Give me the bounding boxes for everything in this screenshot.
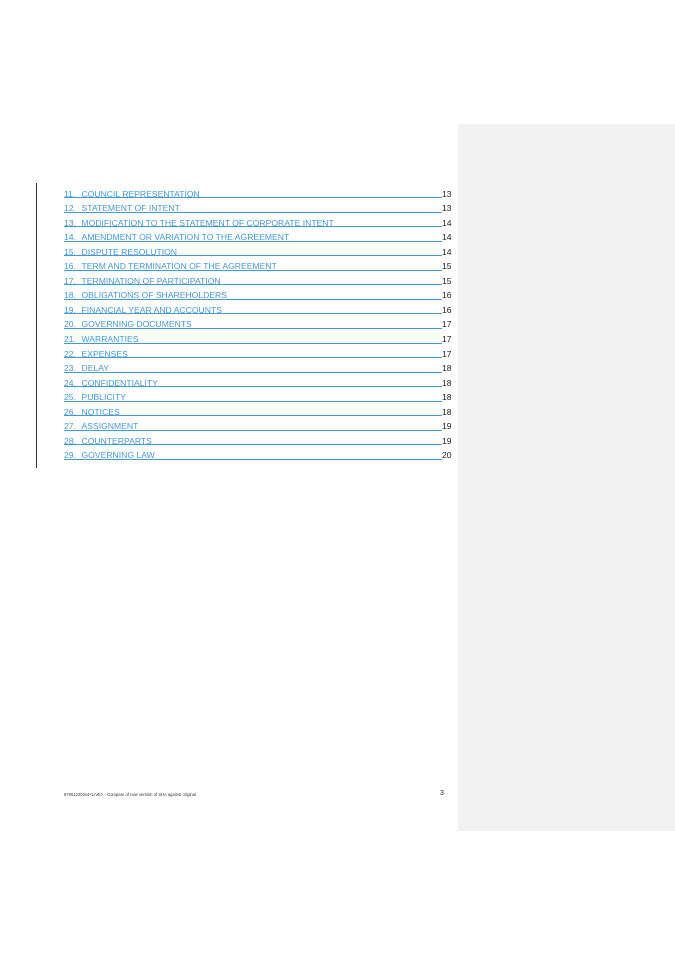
toc-entry-number[interactable]: 22. — [64, 348, 76, 359]
toc-entry-title[interactable]: ASSIGNMENT — [81, 421, 139, 432]
toc-entry-page[interactable]: 17 — [442, 334, 452, 345]
toc-entry-title[interactable]: EXPENSES — [81, 348, 128, 359]
toc-entry[interactable] — [64, 257, 456, 272]
table-of-contents — [64, 184, 456, 460]
toc-entry-page[interactable]: 18 — [442, 377, 452, 388]
toc-entry[interactable] — [64, 402, 456, 417]
toc-entry[interactable] — [64, 388, 456, 403]
toc-entry-page[interactable]: 13 — [442, 203, 452, 214]
toc-entry-number[interactable]: 18. — [64, 290, 76, 301]
comment-pane — [458, 124, 675, 831]
toc-entry-page[interactable]: 15 — [442, 261, 452, 272]
toc-entry-number[interactable]: 25. — [64, 392, 76, 403]
toc-entry-title[interactable]: AMENDMENT OR VARIATION TO THE AGREEMENT — [81, 232, 290, 243]
toc-entry-page[interactable]: 19 — [442, 435, 452, 446]
change-bar — [36, 183, 37, 468]
toc-entry-number[interactable]: 17. — [64, 275, 76, 286]
toc-entry-title[interactable]: COUNTERPARTS — [81, 435, 152, 446]
toc-entry-number[interactable]: 21. — [64, 334, 76, 345]
toc-entry-page[interactable]: 13 — [442, 188, 452, 199]
toc-entry[interactable] — [64, 431, 456, 446]
toc-entry[interactable] — [64, 242, 456, 257]
toc-entry-number[interactable]: 29. — [64, 450, 76, 461]
toc-entry-title[interactable]: CONFIDENTIALITY — [81, 377, 158, 388]
toc-entry-page[interactable]: 14 — [442, 232, 452, 243]
toc-entry-title[interactable]: TERM AND TERMINATION OF THE AGREEMENT — [81, 261, 277, 272]
toc-entry[interactable] — [64, 344, 456, 359]
toc-entry[interactable] — [64, 271, 456, 286]
toc-entry-title[interactable]: PUBLICITY — [81, 392, 126, 403]
toc-entry[interactable] — [64, 228, 456, 243]
toc-entry-page[interactable]: 14 — [442, 217, 452, 228]
toc-entry-page[interactable]: 19 — [442, 421, 452, 432]
toc-entry[interactable] — [64, 286, 456, 301]
toc-entry[interactable] — [64, 359, 456, 374]
toc-entry[interactable] — [64, 315, 456, 330]
toc-entry-number[interactable]: 27. — [64, 421, 76, 432]
toc-entry-number[interactable]: 16. — [64, 261, 76, 272]
toc-entry[interactable] — [64, 184, 456, 199]
toc-entry-number[interactable]: 23. — [64, 363, 76, 374]
toc-entry-title[interactable]: DELAY — [81, 363, 110, 374]
toc-entry-number[interactable]: 26. — [64, 406, 76, 417]
toc-entry-number[interactable]: 14. — [64, 232, 76, 243]
toc-entry-number[interactable]: 28. — [64, 435, 76, 446]
toc-entry-number[interactable]: 19. — [64, 304, 76, 315]
toc-entry-number[interactable]: 12. — [64, 203, 76, 214]
toc-entry-page[interactable]: 17 — [442, 319, 452, 330]
toc-entry-page[interactable]: 18 — [442, 406, 452, 417]
toc-entry-title[interactable]: NOTICES — [81, 406, 120, 417]
toc-entry[interactable] — [64, 446, 456, 461]
toc-entry-title[interactable]: STATEMENT OF INTENT — [81, 203, 180, 214]
toc-entry-page[interactable]: 20 — [442, 450, 452, 461]
toc-entry-title[interactable]: FINANCIAL YEAR AND ACCOUNTS — [81, 304, 222, 315]
toc-entry-number[interactable]: 13. — [64, 217, 76, 228]
toc-entry[interactable] — [64, 373, 456, 388]
toc-leader-line — [64, 459, 442, 460]
toc-entry-title[interactable]: COUNCIL REPRESENTATION — [81, 188, 200, 199]
toc-entry[interactable] — [64, 417, 456, 432]
toc-entry-page[interactable]: 15 — [442, 275, 452, 286]
toc-entry[interactable] — [64, 199, 456, 214]
toc-entry-title[interactable]: OBLIGATIONS OF SHAREHOLDERS — [81, 290, 227, 301]
toc-entry-page[interactable]: 16 — [442, 290, 452, 301]
toc-entry-page[interactable]: 16 — [442, 304, 452, 315]
toc-entry-page[interactable]: 18 — [442, 392, 452, 403]
toc-entry-page[interactable]: 14 — [442, 246, 452, 257]
toc-entry-title[interactable]: MODIFICATION TO THE STATEMENT OF CORPORATE INTENT — [81, 217, 334, 228]
toc-entry-title[interactable]: GOVERNING LAW — [81, 450, 155, 461]
footer-page-number: 3 — [440, 790, 444, 797]
toc-entry-title[interactable]: WARRANTIES — [81, 334, 139, 345]
toc-entry[interactable] — [64, 300, 456, 315]
toc-entry-number[interactable]: 11. — [64, 188, 76, 199]
toc-entry-page[interactable]: 17 — [442, 348, 452, 359]
toc-entry-page[interactable]: 18 — [442, 363, 452, 374]
toc-entry-number[interactable]: 20. — [64, 319, 76, 330]
toc-entry-title[interactable]: GOVERNING DOCUMENTS — [81, 319, 192, 330]
toc-entry-title[interactable]: DISPUTE RESOLUTION — [81, 246, 178, 257]
toc-entry[interactable] — [64, 329, 456, 344]
toc-entry-title[interactable]: TERMINATION OF PARTICIPATION — [81, 275, 221, 286]
toc-entry-number[interactable]: 15. — [64, 246, 76, 257]
toc-entry-number[interactable]: 24. — [64, 377, 76, 388]
footer-doc-ref: 870512203v4<LIVE> - Compare of new version of SHA against original — [64, 792, 196, 797]
toc-entry[interactable] — [64, 213, 456, 228]
